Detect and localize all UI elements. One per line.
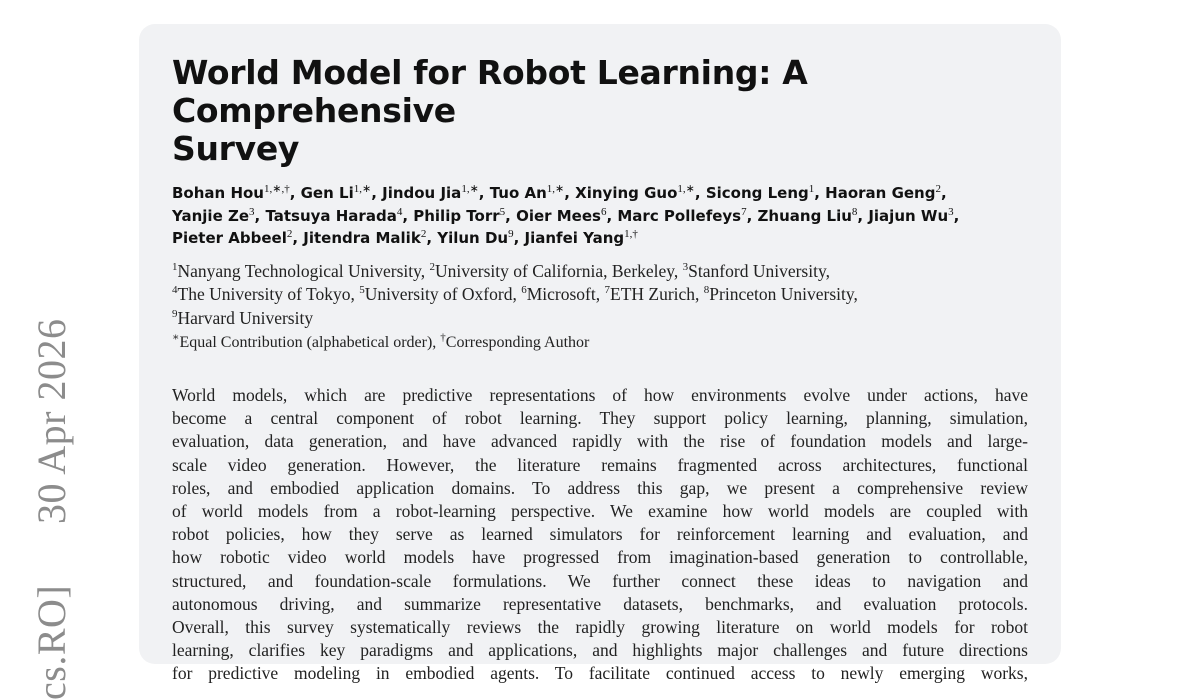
- author-name: Xinying Guo: [575, 184, 678, 202]
- author-name: Gen Li: [300, 184, 354, 202]
- author: [758, 207, 858, 225]
- abstract-line: roles, and embodied application domains. To address this gap, we present a comprehensive review: [172, 477, 1028, 498]
- affiliation: [172, 308, 313, 328]
- equal-contribution-mark: ∗: [172, 331, 180, 344]
- author-affiliation-mark: 1,∗: [677, 183, 695, 195]
- author: [303, 229, 426, 247]
- abstract-line: become a central component of robot learning. They support policy learning, planning, simulation,: [172, 408, 1028, 429]
- affiliation: [429, 261, 673, 281]
- affiliation-number: 9: [172, 307, 178, 320]
- author-name: Jiajun Wu: [868, 206, 949, 225]
- affiliation: [172, 284, 350, 304]
- abstract-line: for predictive modeling in embodied agents. To facilitate continued access to newly emerging works,: [172, 663, 1028, 684]
- author: [301, 184, 372, 202]
- paper-title: [172, 54, 1028, 168]
- author-name: Philip Torr: [413, 206, 500, 225]
- author-affiliation-mark: 7: [741, 205, 747, 218]
- author-affiliation-mark: 1,∗: [461, 183, 479, 195]
- author-affiliation-mark: 2: [420, 228, 427, 240]
- abstract-line: learning, clarifies key paradigms and applications, and highlights major challenges and future directions: [172, 640, 1028, 661]
- author: [825, 184, 941, 202]
- corresponding-author-note: Corresponding Author: [445, 334, 590, 351]
- affiliation-number: 7: [604, 284, 610, 297]
- author-affiliation-mark: 8: [851, 205, 858, 218]
- abstract-line: Overall, this survey systematically reviews the rapidly growing literature on world models for robot: [172, 617, 1028, 638]
- author-affiliation-mark: 1,∗: [546, 183, 565, 195]
- author-name: Tuo An: [489, 184, 547, 202]
- abstract-line: evaluation, data generation, and have advanced rapidly with the rise of foundation models and large-: [172, 431, 1028, 452]
- author: [265, 207, 402, 225]
- abstract-line: how robotic video world models have progressed from imagination-based generation to controllable,: [172, 547, 1028, 568]
- abstract-line: World models, which are predictive representations of how environments evolve under actions, have: [172, 385, 1028, 405]
- author-affiliation-mark: 2: [286, 228, 293, 240]
- author-name: Pieter Abbeel: [172, 229, 287, 247]
- affiliation: [683, 261, 826, 281]
- author: [575, 184, 695, 202]
- author-affiliation-mark: 3: [249, 205, 255, 218]
- author-affiliation-mark: 3: [948, 205, 954, 218]
- author-name: Yilun Du: [437, 229, 509, 247]
- author-list: Bohan Hou$^{1,∗,\dagger}$, Gen $Li^{1,∗}$, Jindou Jia$^{1,∗}$, Tuo $An^{1,∗}$, Xinying Guo$^{1,∗}$, Sicong Leng$^1$, Haoran Geng$^2$, Yanjie Ze$^3$, Tatsuya Harada$^4$, Philip Torr$^5$, Oier Mees$^6$, Marc Pollefeys$^7$, Zhuang Liu$^8$, Jiajun Wu$^3$, Pieter Abbeel$^2$, Jitendra Malik$^2$, Yilun Du$^9$, Jianfei Yang$^{1,\dagger}$: [172, 183, 960, 247]
- abstract: [172, 384, 1028, 686]
- paper-title-line-1: World Model for Robot Learning: A Comprehensive: [172, 53, 808, 130]
- affiliation-name: The University of Tokyo: [177, 284, 351, 304]
- affiliation: [521, 284, 596, 304]
- paper-title-line-2: Survey: [172, 129, 300, 168]
- affiliation: [704, 284, 854, 304]
- author-name: Sicong Leng: [705, 184, 809, 202]
- author: [490, 184, 565, 202]
- affiliation-name: University of Oxford: [364, 284, 513, 304]
- author-affiliation-mark: 2: [935, 183, 941, 195]
- author-affiliation-mark: 4: [396, 205, 403, 218]
- abstract-line: autonomous driving, and summarize representative datasets, benchmarks, and evaluation protocols.: [172, 593, 1028, 614]
- author: [172, 229, 292, 247]
- author: [437, 229, 513, 247]
- author-name: Yanjie Ze: [172, 206, 250, 225]
- abstract-line: of world models from a robot-learning perspective. We examine how world models are coupled with: [172, 501, 1028, 522]
- author-name: Jindou Jia: [382, 184, 462, 202]
- author-affiliation-mark: 1,∗: [353, 183, 372, 195]
- paper-card: [139, 24, 1061, 684]
- affiliation-number: 6: [521, 284, 527, 297]
- author: [413, 207, 505, 225]
- affiliation: [172, 261, 421, 281]
- affiliation-name: Princeton University: [709, 284, 854, 304]
- affiliation-number: 5: [359, 284, 365, 297]
- author-affiliation-mark: 1,∗,†: [263, 183, 290, 195]
- author-name: Jianfei Yang: [524, 229, 625, 247]
- author: [617, 207, 746, 225]
- author-name: Haoran Geng: [825, 184, 936, 202]
- affiliation-number: 2: [429, 260, 435, 273]
- author-affiliation-mark: 5: [499, 205, 506, 218]
- arxiv-side-stamp: [24, 0, 84, 700]
- affiliation-name: ETH Zurich: [610, 284, 696, 304]
- author-affiliation-mark: 6: [600, 205, 607, 218]
- affiliation: [605, 284, 696, 304]
- author-name: Oier Mees: [516, 206, 601, 225]
- author-name: Bohan Hou: [172, 184, 264, 202]
- affiliation-number: 3: [682, 260, 689, 273]
- author: [172, 184, 290, 202]
- affiliation: [359, 284, 512, 304]
- author-name: Jitendra Malik: [303, 229, 421, 247]
- author: [172, 207, 255, 225]
- author: [706, 184, 814, 202]
- affiliation-number: 8: [703, 284, 710, 297]
- equal-contribution-note: Equal Contribution (alphabetical order),: [179, 334, 441, 351]
- author-notes: [172, 332, 1028, 354]
- affiliation-name: Stanford University: [688, 260, 826, 281]
- affiliation-list: $^1$Nanyang Technological University, $^2$University of California, Berkeley, $^3$Stanford University, $^4$The University of Tokyo, $^5$University of Oxford, $^6$Microsoft, $^7$ETH Zurich, $^8$Princeton University, $^9$Harvard University: [172, 260, 858, 328]
- author-affiliation-mark: 1,†: [624, 228, 638, 240]
- author: [525, 229, 638, 247]
- arxiv-stamp-category: cs.RO]: [29, 584, 74, 700]
- author-name: Zhuang Liu: [757, 206, 852, 225]
- affiliation-name: Microsoft: [526, 284, 596, 304]
- author: [516, 207, 606, 225]
- affiliation-name: University of California, Berkeley: [434, 260, 674, 281]
- affiliation-name: Nanyang Technological University: [177, 260, 421, 281]
- affiliation-name: Harvard University: [177, 307, 314, 328]
- arxiv-stamp-date: 30 Apr 2026: [29, 318, 74, 524]
- author-affiliation-mark: 1: [808, 183, 815, 195]
- affiliation-number: 1: [172, 260, 178, 273]
- abstract-line: scale video generation. However, the literature remains fragmented across architectures, functional: [172, 454, 1028, 475]
- corresponding-author-mark: †: [440, 331, 446, 344]
- abstract-line: robot policies, how they serve as learned simulators for reinforcement learning and evaluation, and: [172, 524, 1028, 545]
- affiliation-number: 4: [172, 284, 178, 297]
- abstract-line: structured, and foundation-scale formulations. We further connect these ideas to navigation and: [172, 570, 1028, 591]
- author-affiliation-mark: 9: [508, 228, 514, 240]
- author-name: Tatsuya Harada: [265, 206, 397, 225]
- author: [868, 207, 953, 225]
- author-name: Marc Pollefeys: [617, 206, 742, 225]
- author: [382, 184, 479, 202]
